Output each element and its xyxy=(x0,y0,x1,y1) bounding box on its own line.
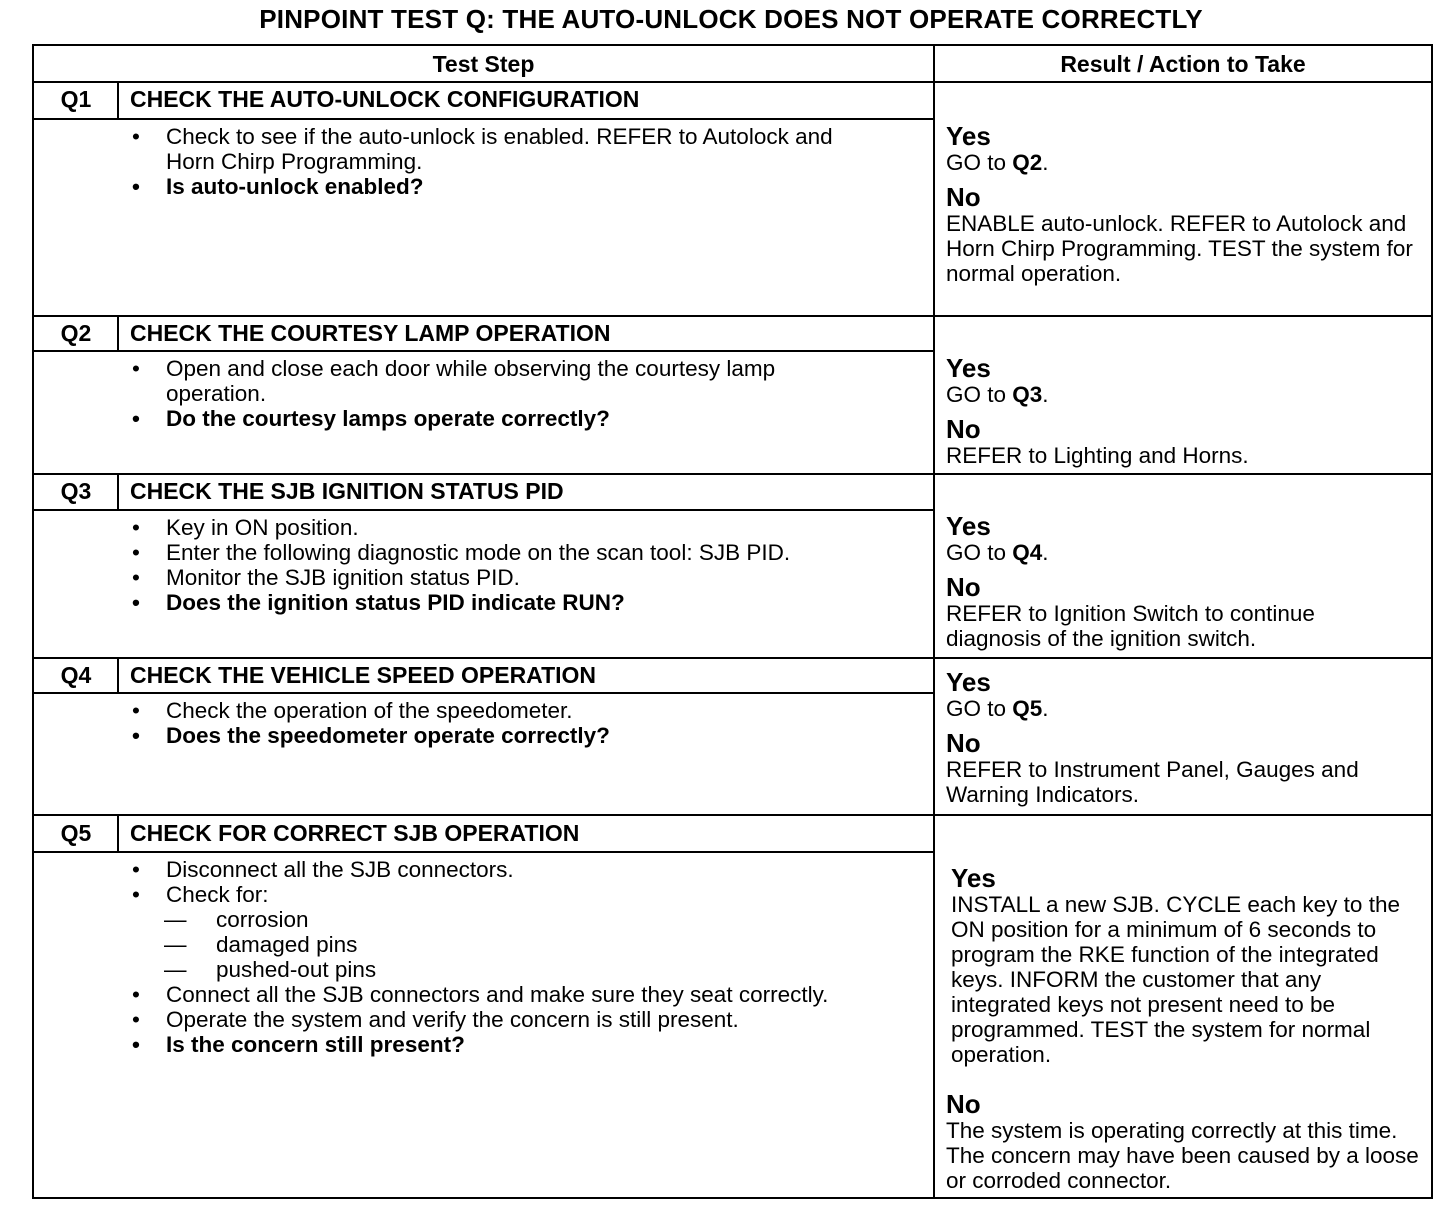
no-label: No xyxy=(946,182,981,212)
goto-ref-link[interactable]: Q3 xyxy=(1012,382,1043,407)
result-q1 xyxy=(946,122,1436,286)
yes-label: Yes xyxy=(951,863,996,893)
instruction-item: • Operate the system and verify the concern is still present. xyxy=(126,1007,926,1032)
instruction-question: • Does the speedometer operate correctly? xyxy=(126,723,926,748)
step-id-q3: Q3 xyxy=(60,478,92,504)
no-label: No xyxy=(946,414,981,444)
instruction-item: • Connect all the SJB connectors and make sure they seat correctly. xyxy=(126,982,866,1007)
no-label: No xyxy=(946,1089,981,1119)
yes-action: GO to xyxy=(946,696,1013,721)
no-action: REFER to Instrument Panel, Gauges and Warning Indicators. xyxy=(946,757,1359,807)
result-q2 xyxy=(946,354,1436,468)
yes-action: GO to xyxy=(946,150,1013,175)
step-title-q2: CHECK THE COURTESY LAMP OPERATION xyxy=(130,320,611,346)
no-action: The system is operating correctly at this time. The concern may have been caused by a loose or corroded connector. xyxy=(946,1118,1419,1193)
instruction-item: • Monitor the SJB ignition status PID. xyxy=(126,565,926,590)
step-title-q5: CHECK FOR CORRECT SJB OPERATION xyxy=(130,820,580,846)
no-label: No xyxy=(946,572,981,602)
step-id-q4: Q4 xyxy=(60,662,92,688)
step-title-separator xyxy=(34,692,933,694)
row-separator xyxy=(34,315,1431,317)
yes-label: Yes xyxy=(946,667,991,697)
header-result-action: Result / Action to Take xyxy=(1060,51,1306,77)
yes-label: Yes xyxy=(946,511,991,541)
step-title-separator xyxy=(34,509,933,511)
header-separator xyxy=(34,81,1431,83)
instruction-item: • Key in ON position. xyxy=(126,515,926,540)
punct: . xyxy=(1042,382,1049,407)
column-divider xyxy=(933,46,935,1197)
step-title-q4: CHECK THE VEHICLE SPEED OPERATION xyxy=(130,662,597,688)
pinpoint-test-table xyxy=(32,44,1433,1199)
row-separator xyxy=(34,657,1431,659)
goto-ref-link[interactable]: Q4 xyxy=(1012,540,1043,565)
step-title-q1: CHECK THE AUTO-UNLOCK CONFIGURATION xyxy=(130,86,640,112)
instruction-item: • Check for: xyxy=(126,882,926,907)
yes-label: Yes xyxy=(946,353,991,383)
instruction-subitem: — damaged pins xyxy=(126,932,926,957)
yes-action: INSTALL a new SJB. CYCLE each key to the ON position for a minimum of 6 seconds to program the RKE function of the integrated keys. INFORM the customer that any integrated keys not present need to be programmed. TEST the system for normal operation. xyxy=(951,892,1400,1067)
instruction-question: • Does the ignition status PID indicate RUN? xyxy=(126,590,926,615)
step-id-q5: Q5 xyxy=(60,820,92,846)
step-title-separator xyxy=(34,118,933,120)
result-q5 xyxy=(951,864,1441,1067)
header-test-step: Test Step xyxy=(432,51,535,77)
instruction-item: • Disconnect all the SJB connectors. xyxy=(126,857,926,882)
instruction-subitem: — pushed-out pins xyxy=(126,957,926,982)
yes-action: GO to xyxy=(946,540,1013,565)
instruction-item: • Enter the following diagnostic mode on the scan tool: SJB PID. xyxy=(126,540,926,565)
row-separator xyxy=(34,814,1431,816)
goto-ref-link[interactable]: Q2 xyxy=(1012,150,1043,175)
row-separator xyxy=(34,473,1431,475)
punct: . xyxy=(1042,150,1049,175)
punct: . xyxy=(1042,696,1049,721)
instruction-question: • Is the concern still present? xyxy=(126,1032,926,1057)
yes-label: Yes xyxy=(946,121,991,151)
no-label: No xyxy=(946,728,981,758)
no-action: REFER to Ignition Switch to continue diagnosis of the ignition switch. xyxy=(946,601,1315,651)
punct: . xyxy=(1042,540,1049,565)
step-title-separator xyxy=(34,851,933,853)
instruction-item: • Check to see if the auto-unlock is enabled. REFER to Autolock and Horn Chirp Programming. xyxy=(126,124,886,174)
step-instructions-q1 xyxy=(126,124,926,199)
page-title: PINPOINT TEST Q: THE AUTO-UNLOCK DOES NOT OPERATE CORRECTLY xyxy=(259,4,1203,34)
instruction-item: • Open and close each door while observing the courtesy lamp operation. xyxy=(126,356,876,406)
yes-action: GO to xyxy=(946,382,1013,407)
step-title-q3: CHECK THE SJB IGNITION STATUS PID xyxy=(130,478,564,504)
no-action: ENABLE auto-unlock. REFER to Autolock and Horn Chirp Programming. TEST the system for normal operation. xyxy=(946,211,1413,286)
result-q4 xyxy=(946,668,1436,807)
step-instructions-q5 xyxy=(126,857,926,1057)
instruction-item: • Check the operation of the speedometer. xyxy=(126,698,926,723)
step-title-separator xyxy=(34,350,933,352)
goto-ref-link[interactable]: Q5 xyxy=(1012,696,1043,721)
instruction-question: • Do the courtesy lamps operate correctly? xyxy=(126,406,926,431)
result-q5-no xyxy=(946,1090,1436,1193)
instruction-subitem: — corrosion xyxy=(126,907,926,932)
instruction-question: • Is auto-unlock enabled? xyxy=(126,174,926,199)
step-instructions-q4 xyxy=(126,698,926,748)
step-id-q1: Q1 xyxy=(60,86,92,112)
no-action: REFER to Lighting and Horns. xyxy=(946,443,1249,468)
step-instructions-q3 xyxy=(126,515,926,615)
step-instructions-q2 xyxy=(126,356,926,431)
result-q3 xyxy=(946,512,1436,651)
step-id-q2: Q2 xyxy=(60,320,92,346)
